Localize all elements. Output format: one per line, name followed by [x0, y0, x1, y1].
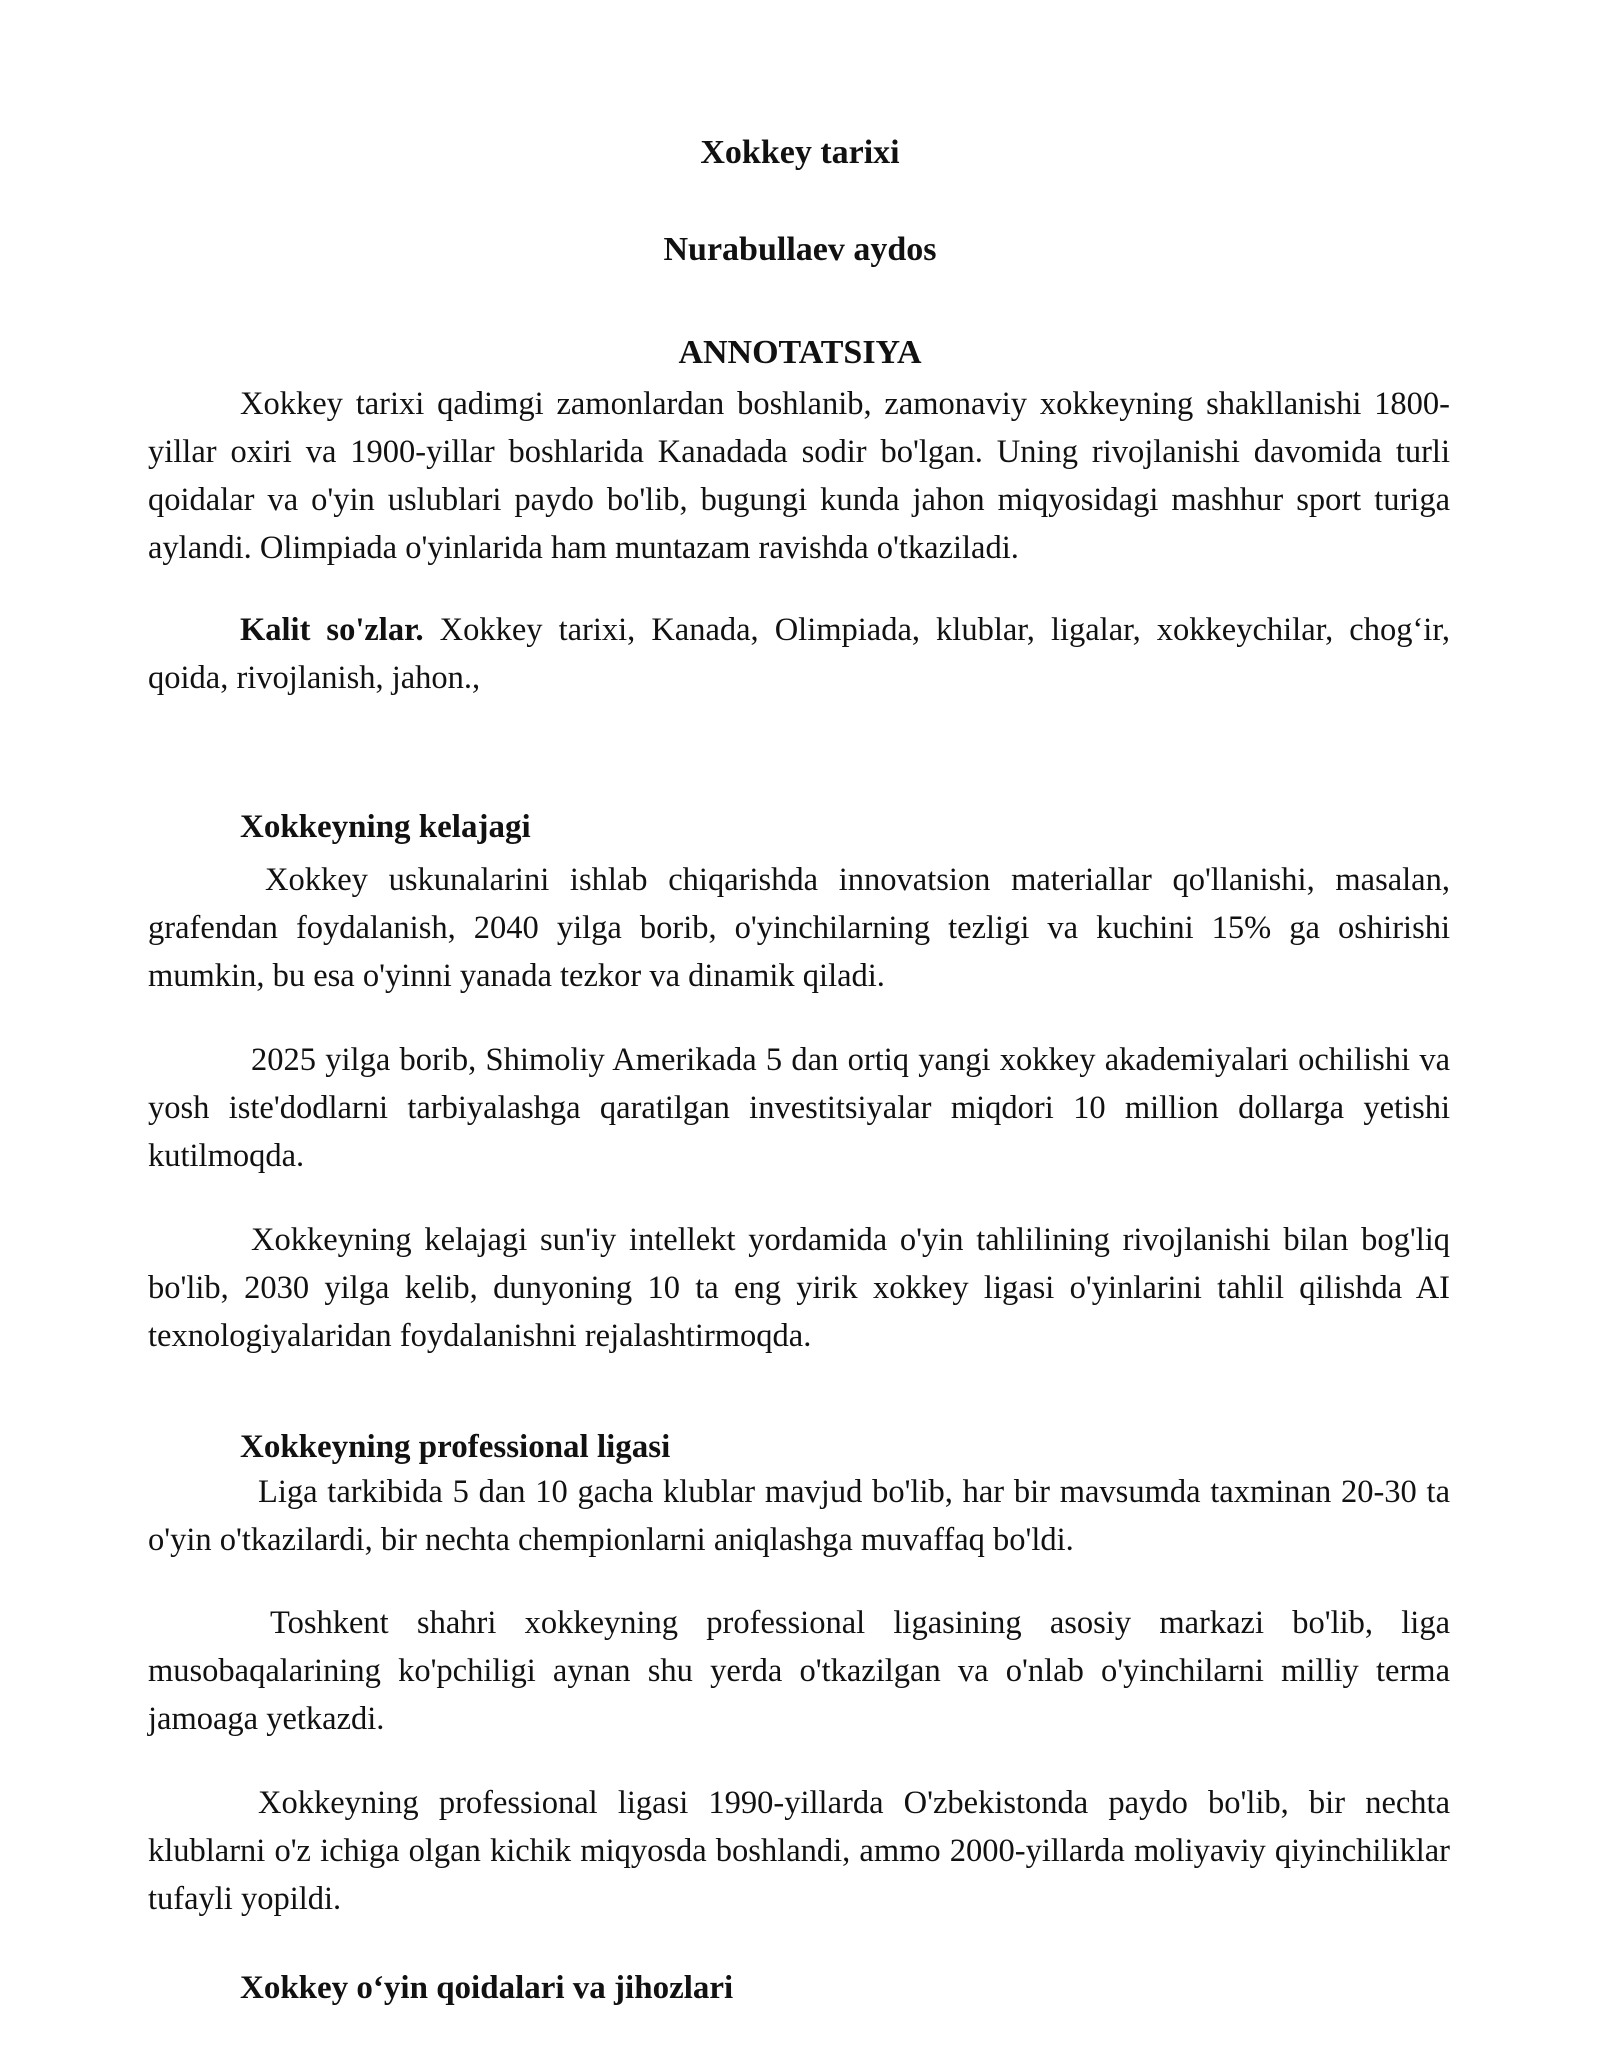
keywords-label: Kalit so'zlar. — [240, 612, 424, 648]
section-league-paragraph-2: Toshkent shahri xokkeyning professional ligasining asosiy markazi bo'lib, liga musobaqalarining ko'pchiligi aynan shu yerda o'tkazilgan va o'nlab o'yinchilarni milliy terma jamoaga yetkazdi. — [148, 1605, 1450, 1737]
section-heading-professional-league: Xokkeyning professional ligasi — [240, 1429, 671, 1465]
section-future-paragraph-3: Xokkeyning kelajagi sun'iy intellekt yordamida o'yin tahlilining rivojlanishi bilan bog'liq bo'lib, 2030 yilga kelib, dunyoning 10 ta eng yirik xokkey ligasi o'yinlarini tahlil qilishda AI texnologiyalaridan foydalanishni rejalashtirmoqda. — [148, 1222, 1450, 1354]
author-name: Nurabullaev aydos — [663, 231, 937, 268]
annotation-heading: ANNOTATSIYA — [678, 334, 922, 371]
section-league-paragraph-3: Xokkeyning professional ligasi 1990-yillarda O'zbekistonda paydo bo'lib, bir nechta klublarni o'z ichiga olgan kichik miqyosda boshlandi, ammo 2000-yillarda moliyaviy qiyinchiliklar tufayli yopildi. — [148, 1785, 1450, 1917]
section-league-paragraph-1: Liga tarkibida 5 dan 10 gacha klublar mavjud bo'lib, har bir mavsumda taxminan 20-30 ta o'yin o'tkazilardi, bir nechta chempionlarni aniqlashga muvaffaq bo'ldi. — [148, 1474, 1450, 1558]
annotation-paragraph: Xokkey tarixi qadimgi zamonlardan boshlanib, zamonaviy xokkeyning shakllanishi 1800-yillar oxiri va 1900-yillar boshlarida Kanadada sodir bo'lgan. Uning rivojlanishi davomida turli qoidalar va o'yin uslublari paydo bo'lib, bugungi kunda jahon miqyosidagi mashhur sport turiga aylandi. Olimpiada o'yinlarida ham muntazam ravishda o'tkaziladi. — [148, 386, 1450, 566]
keywords-text: Xokkey tarixi, Kanada, Olimpiada, klublar, ligalar, xokkeychilar, chog‘ir, qoida, rivojlanish, jahon., — [148, 612, 1450, 696]
keywords-paragraph — [148, 606, 1450, 702]
section-heading-rules-equipment: Xokkey o‘yin qoidalari va jihozlari — [240, 1970, 734, 2006]
section-future-paragraph-2: 2025 yilga borib, Shimoliy Amerikada 5 dan ortiq yangi xokkey akademiyalari ochilishi va yosh iste'dodlarni tarbiyalashga qaratilgan investitsiyalar miqdori 10 million dollarga yetishi kutilmoqda. — [148, 1042, 1450, 1174]
document-title: Xokkey tarixi — [700, 134, 900, 171]
section-heading-future: Xokkeyning kelajagi — [240, 809, 531, 845]
section-future-paragraph-1: Xokkey uskunalarini ishlab chiqarishda innovatsion materiallar qo'llanishi, masalan, grafendan foydalanish, 2040 yilga borib, o'yinchilarning tezligi va kuchini 15% ga oshirishi mumkin, bu esa o'yinni yanada tezkor va dinamik qiladi. — [148, 862, 1450, 994]
